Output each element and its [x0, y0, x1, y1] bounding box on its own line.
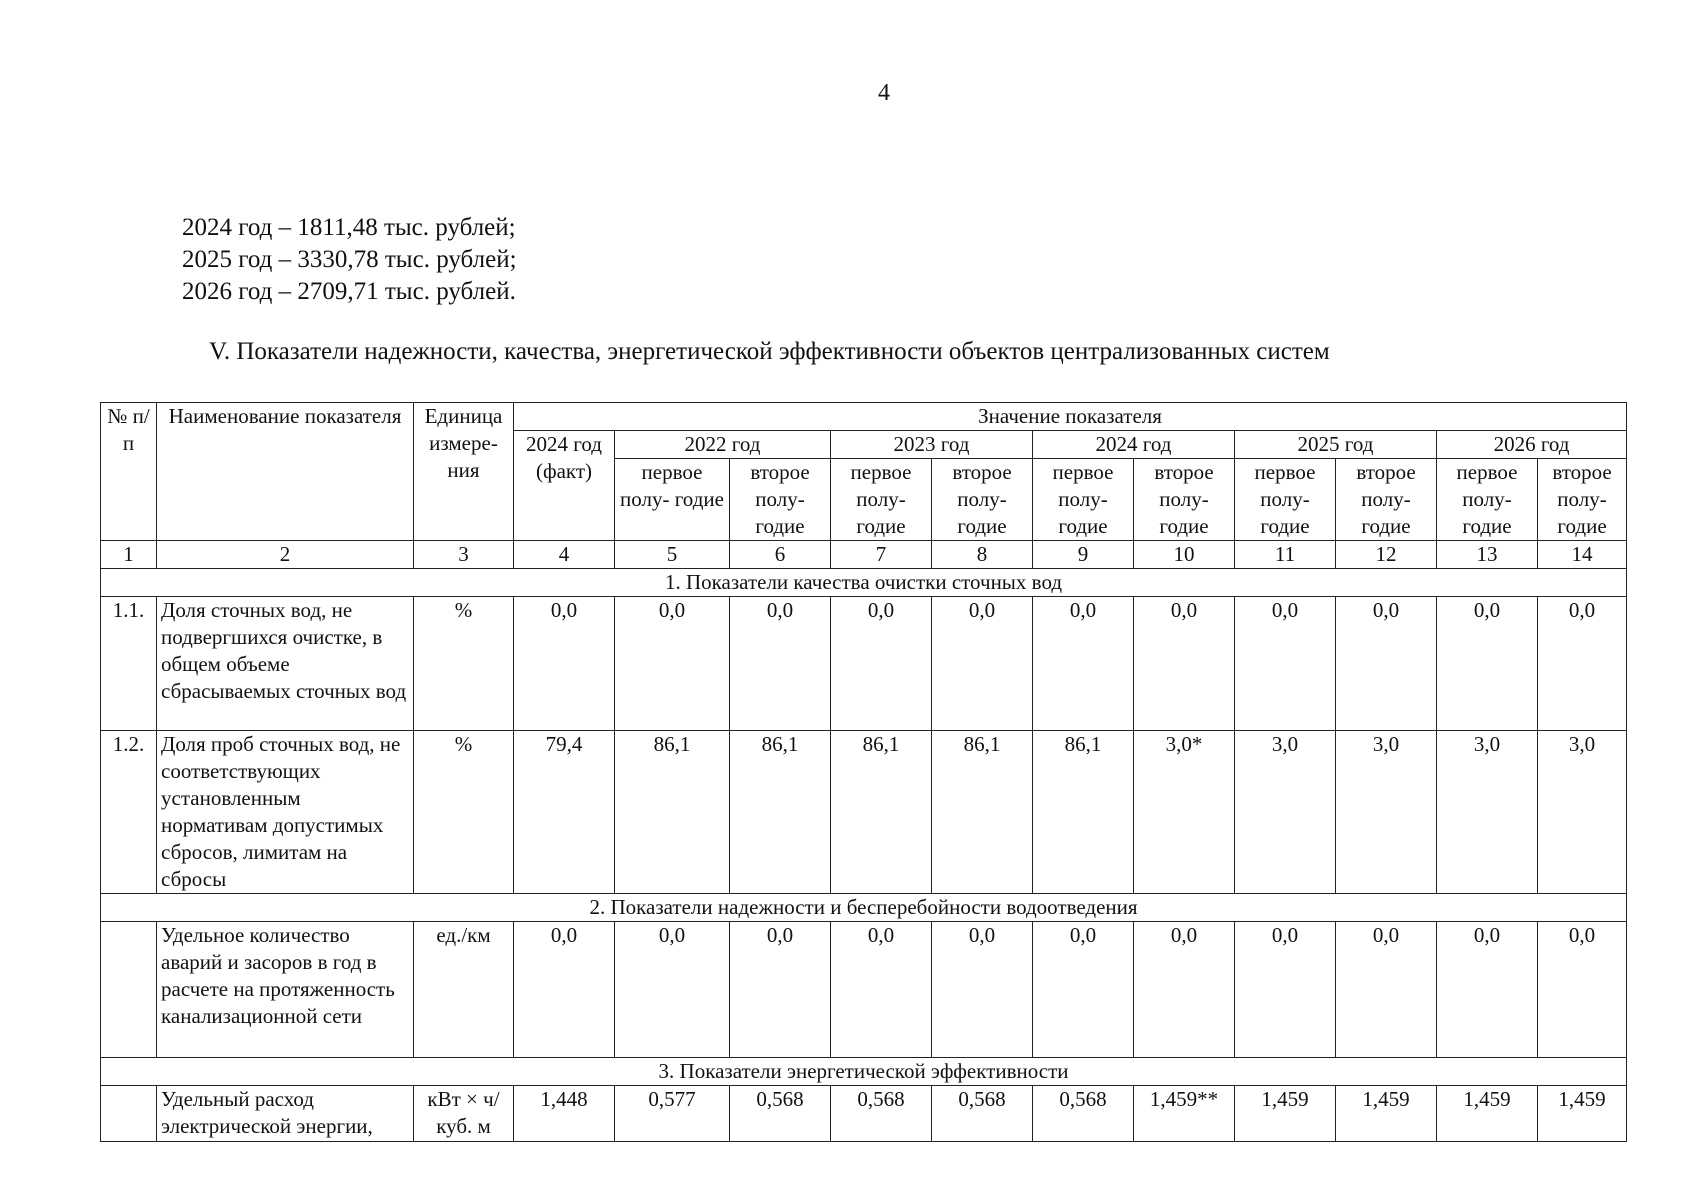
row-value: 3,0 — [1538, 731, 1627, 894]
row-value: 86,1 — [831, 731, 932, 894]
header-num: № п/п — [101, 403, 157, 541]
header-fact: 2024 год (факт) — [514, 431, 615, 541]
column-number: 13 — [1437, 541, 1538, 569]
header-half-second: второе полу- годие — [1538, 459, 1627, 541]
section-title-row — [101, 569, 1627, 597]
row-value: 0,0 — [932, 922, 1033, 1058]
table-row — [101, 597, 1627, 731]
budget-line: 2024 год – 1811,48 тыс. рублей; — [182, 214, 516, 241]
row-value: 0,577 — [615, 1086, 730, 1142]
row-value: 1,459** — [1134, 1086, 1235, 1142]
row-value: 0,0 — [1437, 922, 1538, 1058]
header-half-first: первое полу- годие — [1033, 459, 1134, 541]
row-num: 1.2. — [101, 731, 157, 894]
row-value: 1,448 — [514, 1086, 615, 1142]
row-value: 0,568 — [1033, 1086, 1134, 1142]
column-number: 11 — [1235, 541, 1336, 569]
row-num: 1.1. — [101, 597, 157, 731]
table-row — [101, 1086, 1627, 1142]
row-value: 3,0 — [1336, 731, 1437, 894]
row-value: 0,0 — [514, 597, 615, 731]
section-title-row — [101, 1058, 1627, 1086]
row-unit: кВт × ч/ куб. м — [414, 1086, 514, 1142]
row-value: 0,0 — [1134, 922, 1235, 1058]
column-numbers-row — [101, 541, 1627, 569]
row-name: Доля сточных вод, не подвергшихся очистке, в общем объеме сбрасываемых сточных вод — [157, 597, 414, 731]
row-value: 0,0 — [1033, 597, 1134, 731]
header-half-first: первое полу- годие — [1235, 459, 1336, 541]
row-value: 86,1 — [730, 731, 831, 894]
header-year: 2024 год — [1033, 431, 1235, 459]
section-title: 3. Показатели энергетической эффективности — [101, 1058, 1627, 1086]
row-num — [101, 922, 157, 1058]
column-number: 5 — [615, 541, 730, 569]
row-value: 1,459 — [1538, 1086, 1627, 1142]
column-number: 1 — [101, 541, 157, 569]
column-number: 14 — [1538, 541, 1627, 569]
row-value: 0,0 — [1538, 922, 1627, 1058]
row-value: 0,0 — [1538, 597, 1627, 731]
header-half-second: второе полу- годие — [1134, 459, 1235, 541]
row-value: 0,0 — [730, 597, 831, 731]
row-unit: ед./км — [414, 922, 514, 1058]
budget-line: 2025 год – 3330,78 тыс. рублей; — [182, 246, 517, 273]
row-value: 0,0 — [1134, 597, 1235, 731]
section-heading: V. Показатели надежности, качества, энергетической эффективности объектов централизованных систем — [209, 338, 1330, 365]
indicators-table — [100, 402, 1627, 1142]
budget-list — [182, 212, 517, 308]
header-year: 2025 год — [1235, 431, 1437, 459]
row-value: 0,0 — [615, 922, 730, 1058]
section-title: 2. Показатели надежности и бесперебойности водоотведения — [101, 894, 1627, 922]
section-title-row — [101, 894, 1627, 922]
table-row — [101, 731, 1627, 894]
column-number: 12 — [1336, 541, 1437, 569]
column-number: 6 — [730, 541, 831, 569]
row-value: 1,459 — [1235, 1086, 1336, 1142]
column-number: 9 — [1033, 541, 1134, 569]
row-value: 0,0 — [1033, 922, 1134, 1058]
column-number: 10 — [1134, 541, 1235, 569]
row-num — [101, 1086, 157, 1142]
column-number: 8 — [932, 541, 1033, 569]
row-value: 1,459 — [1437, 1086, 1538, 1142]
header-half-second: второе полу- годие — [730, 459, 831, 541]
header-half-second: второе полу- годие — [932, 459, 1033, 541]
header-half-first: первое полу- годие — [615, 459, 730, 541]
row-value: 0,568 — [730, 1086, 831, 1142]
row-value: 0,568 — [831, 1086, 932, 1142]
header-half-second: второе полу- годие — [1336, 459, 1437, 541]
row-name: Удельное количество аварий и засоров в год в расчете на протяженность канализационной сети — [157, 922, 414, 1058]
row-value: 1,459 — [1336, 1086, 1437, 1142]
row-value: 86,1 — [932, 731, 1033, 894]
row-unit: % — [414, 731, 514, 894]
row-value: 0,0 — [932, 597, 1033, 731]
row-value: 0,0 — [1235, 597, 1336, 731]
row-value: 0,0 — [831, 597, 932, 731]
header-row-1 — [101, 403, 1627, 431]
row-value: 3,0 — [1235, 731, 1336, 894]
row-value: 0,0 — [514, 922, 615, 1058]
header-value-group: Значение показателя — [514, 403, 1627, 431]
header-year: 2022 год — [615, 431, 831, 459]
row-value: 0,0 — [1336, 922, 1437, 1058]
table-row — [101, 922, 1627, 1058]
row-value: 0,0 — [1437, 597, 1538, 731]
row-value: 3,0* — [1134, 731, 1235, 894]
row-value: 0,568 — [932, 1086, 1033, 1142]
row-name: Удельный расход электрической энергии, — [157, 1086, 414, 1142]
column-number: 3 — [414, 541, 514, 569]
row-value: 0,0 — [1235, 922, 1336, 1058]
header-half-first: первое полу- годие — [831, 459, 932, 541]
section-title: 1. Показатели качества очистки сточных вод — [101, 569, 1627, 597]
row-value: 86,1 — [615, 731, 730, 894]
header-name: Наименование показателя — [157, 403, 414, 541]
row-value: 0,0 — [1336, 597, 1437, 731]
row-value: 3,0 — [1437, 731, 1538, 894]
row-value: 0,0 — [831, 922, 932, 1058]
header-year: 2023 год — [831, 431, 1033, 459]
header-half-first: первое полу- годие — [1437, 459, 1538, 541]
row-value: 79,4 — [514, 731, 615, 894]
column-number: 4 — [514, 541, 615, 569]
budget-line: 2026 год – 2709,71 тыс. рублей. — [182, 278, 516, 305]
column-number: 2 — [157, 541, 414, 569]
row-unit: % — [414, 597, 514, 731]
row-value: 0,0 — [615, 597, 730, 731]
header-year: 2026 год — [1437, 431, 1627, 459]
row-value: 0,0 — [730, 922, 831, 1058]
header-unit: Единица измере- ния — [414, 403, 514, 541]
column-number: 7 — [831, 541, 932, 569]
page-number: 4 — [878, 80, 890, 106]
row-name: Доля проб сточных вод, не соответствующих установленным нормативам допустимых сбросов, лимитам на сбросы — [157, 731, 414, 894]
row-value: 86,1 — [1033, 731, 1134, 894]
